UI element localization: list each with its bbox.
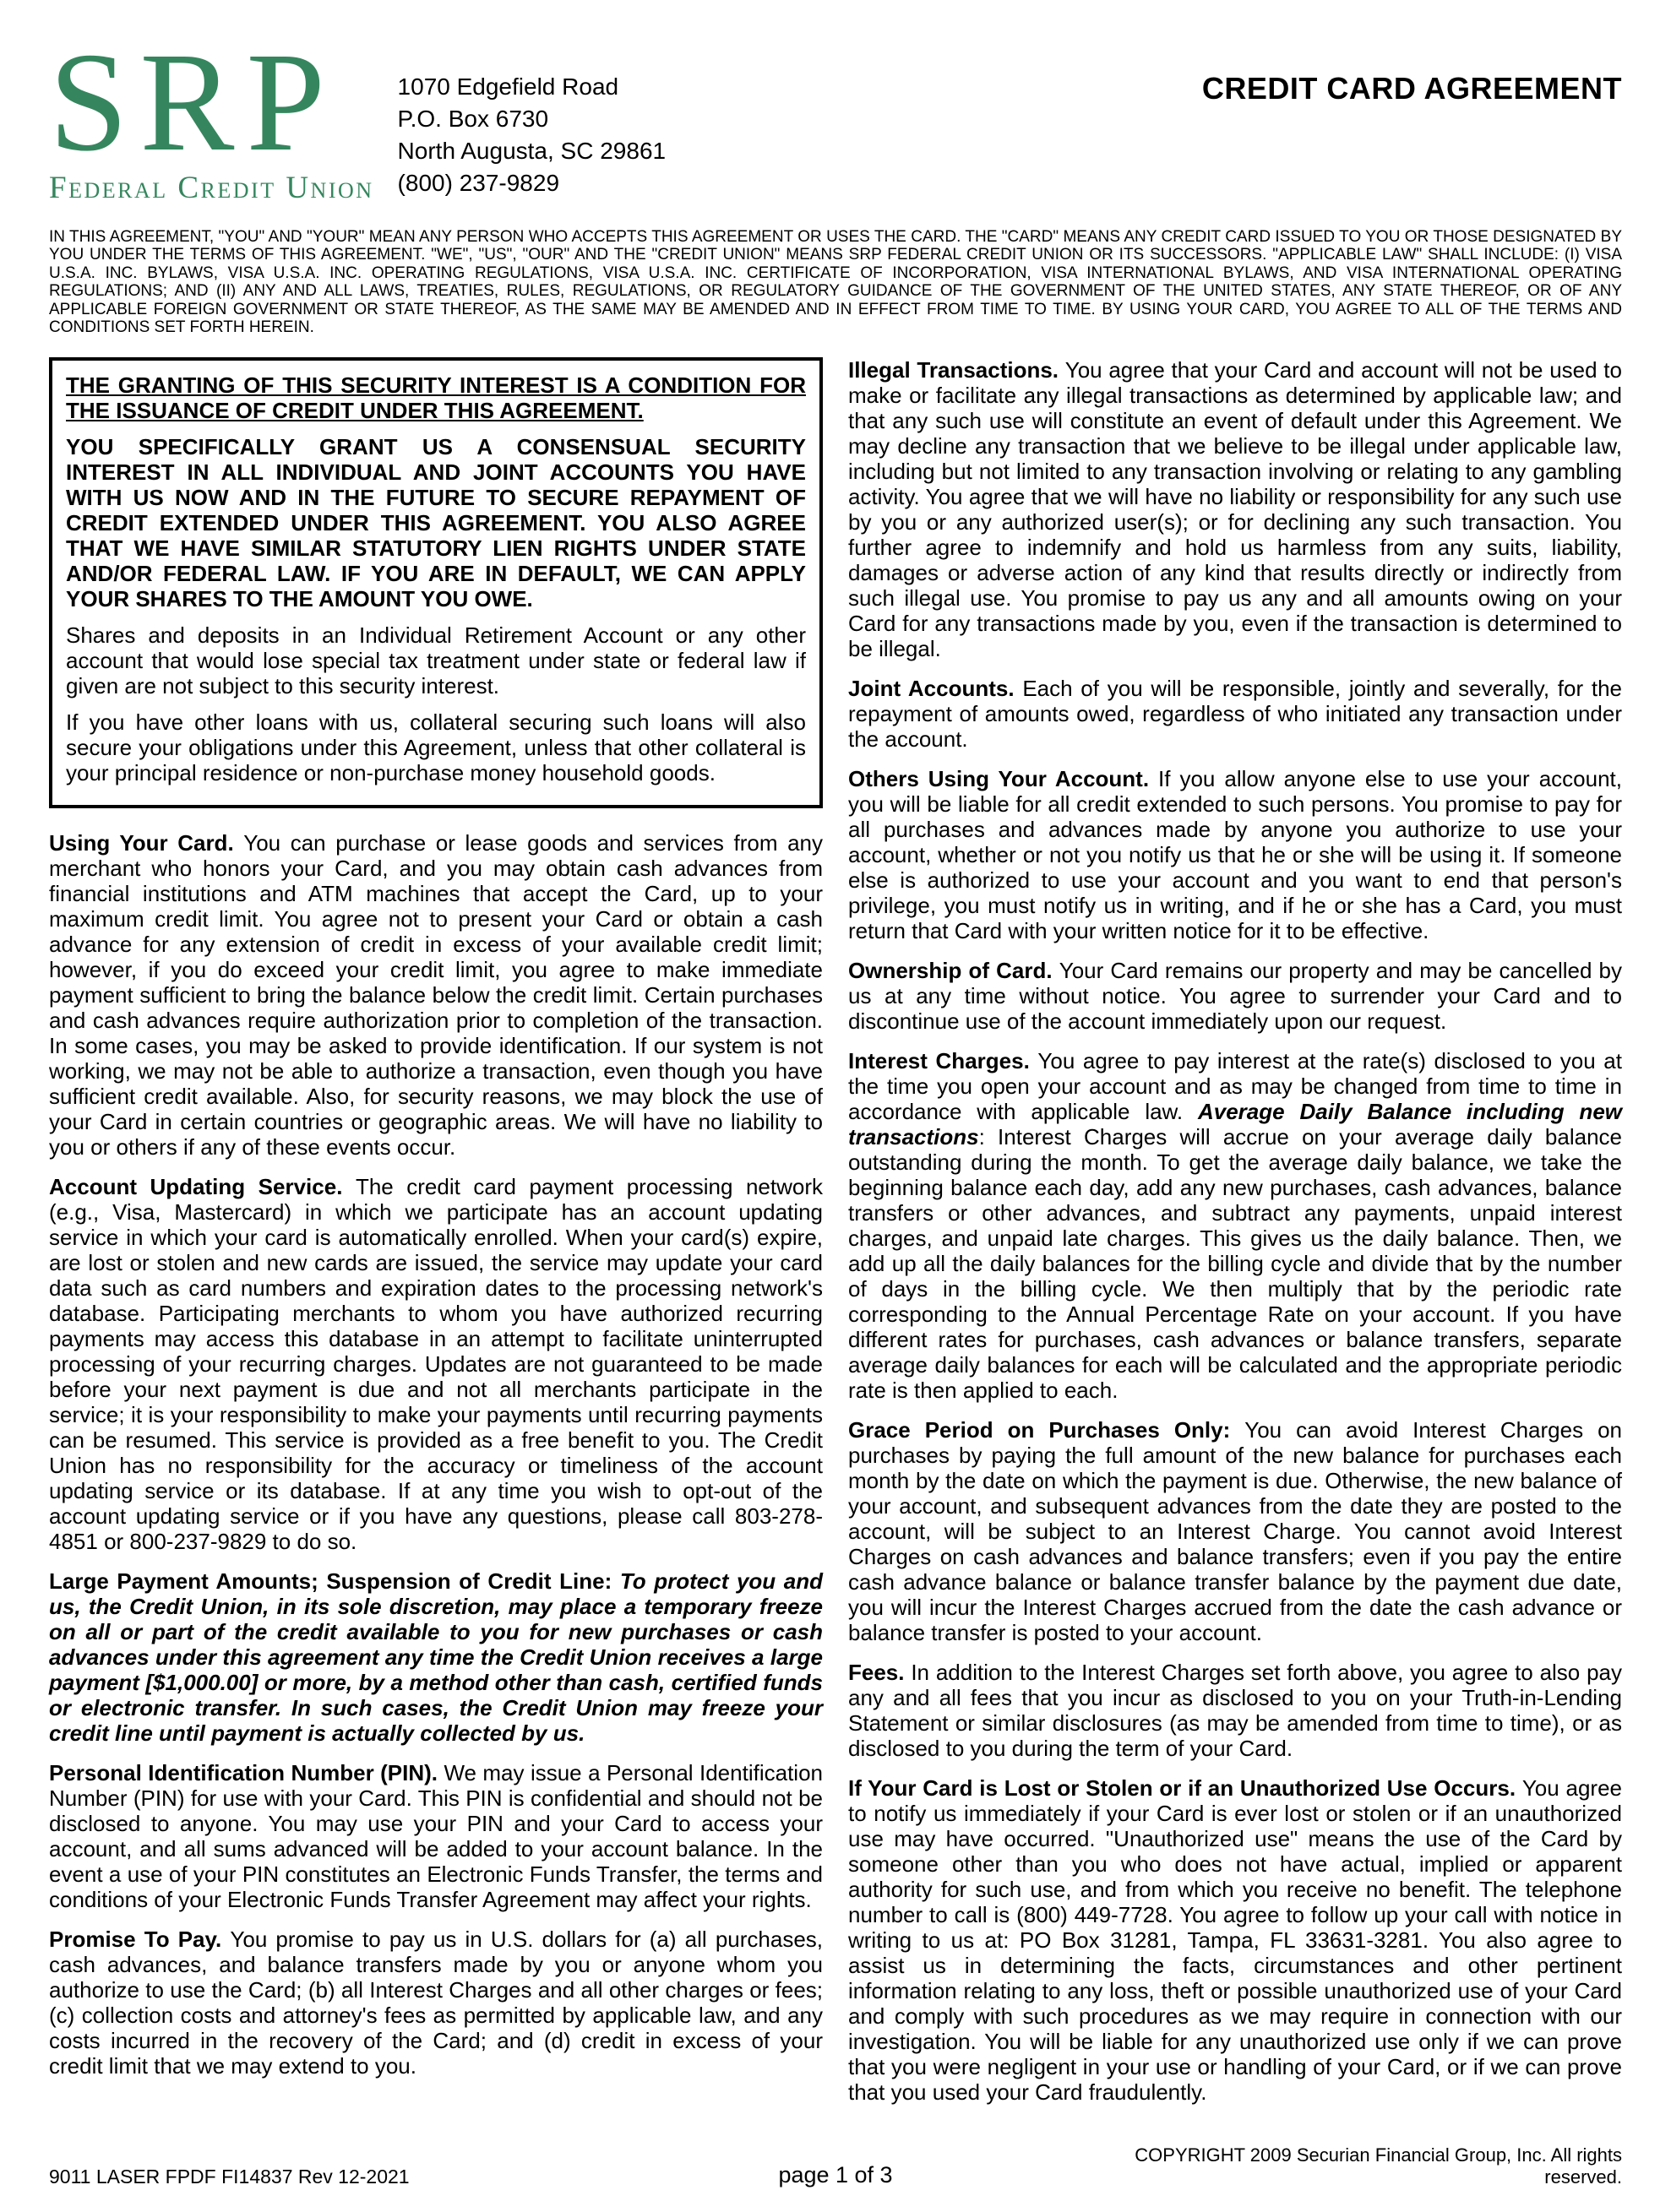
srp-logo <box>49 24 374 206</box>
section-ownership-of-card: Ownership of Card. Your Card remains our property and may be cancelled by us at any time without notice. You agree to surrender your Card and to discontinue use of the account immediately upon our request. <box>848 957 1623 1034</box>
address-line: P.O. Box 6730 <box>397 106 549 132</box>
right-sections <box>848 357 1622 2105</box>
section-account-updating-service: Account Updating Service. The credit card payment processing network (e.g., Visa, Mastercard) in which we participate has an account updating service in which your card is automatically enrolled. When your card(s) expire, are lost or stolen and new cards are issued, the service may update your card data such as card numbers and expiration dates to the processing network's database. Participating merchants to whom you have authorized recurring payments may access this database in an attempt to facilitate uninterrupted processing of your recurring charges. Updates are not guaranteed to be made before your next payment is due and not all merchants participate in the service; it is your responsibility to make your payments until recurring payments can be resumed. This service is provided as a free benefit to you. The Credit Union has no responsibility for the accuracy or timeliness of the account updating service or its database. If at any time you wish to opt-out of the account updating service or if you have any questions, please call 803-278-4851 or 800-237-9829 to do so. <box>49 1173 823 1554</box>
security-box-heading: THE GRANTING OF THIS SECURITY INTEREST IS A CONDITION FOR THE ISSUANCE OF CREDIT UNDER THIS AGREEMENT. <box>66 372 806 423</box>
page-title: CREDIT CARD AGREEMENT <box>1201 71 1622 106</box>
section-lost-or-stolen: If Your Card is Lost or Stolen or if an Unauthorized Use Occurs. You agree to notify us immediately if your Card is ever lost or stolen or if an unauthorized use may have occurred. "Unauthorized use" means the use of the Card by someone other than you who does not have actual, implied or apparent authority for such use, and from which you receive no benefit. The telephone number to call is (800) 449-7728. You agree to follow up your call with notice in writing to us at: PO Box 31281, Tampa, FL 33631-3281. You also agree to assist us in determining the facts, circumstances and other pertinent information relating to any loss, theft or possible unauthorized use of your Card and comply with such procedures as we may require in connection with our investigation. You will be liable for any unauthorized use only if we can prove that you were negligent in your use or handling of your Card, or if we can prove that you used your Card fraudulently. <box>848 1774 1622 2105</box>
security-box-paragraph: Shares and deposits in an Individual Retirement Account or any other account that would lose special tax treatment under state or federal law if given are not subject to this security interest. <box>66 622 806 698</box>
address-line: (800) 237-9829 <box>397 170 560 196</box>
section-others-using-your-account: Others Using Your Account. If you allow anyone else to use your account, you will be liable for all credit extended to such persons. You promise to pay for all purchases and advances made by anyone you authorize to use your account, whether or not you notify us that he or she will be using it. If someone else is authorized to use your account and you want to end that person's privilege, you must notify us in writing, and if he or she has a Card, you must return that Card with your written notice for it to be effective. <box>848 765 1622 943</box>
section-grace-period: Grace Period on Purchases Only: You can avoid Interest Charges on purchases by paying the full amount of the new balance for purchases each month by the date on which the payment is due. Otherwise, the new balance of your account, and subsequent advances from the date they are posted to the account, will be subject to an Interest Charge. You cannot avoid Interest Charges on cash advances and balance transfers; even if you pay the entire cash advance balance or balance transfer balance by the payment due date, you will incur the Interest Charges accrued from the date the cash advance or balance transfer is posted to your account. <box>848 1416 1622 1645</box>
page-footer <box>49 2144 1622 2188</box>
address-block <box>398 71 667 199</box>
left-sections <box>49 830 823 2079</box>
section-interest-charges: Interest Charges. You agree to pay interest at the rate(s) disclosed to you at the time you open your account and as may be changed from time to time in accordance with applicable law. Average Daily Balance including new transactions: Interest Charges will accrue on your average daily balance outstanding during the month. To get the average daily balance, we take the beginning balance each day, add any new purchases, cash advances, balance transfers or other advances, and subtract any payments, unpaid interest charges, and unpaid late charges. This gives us the daily balance. Then, we add up all the daily balances for the billing cycle and divide that by the number of days in the billing cycle. We then multiply that by the periodic rate corresponding to the Annual Percentage Rate on your account. If you have different rates for purchases, cash advances or balance transfers, separate average daily balances for each will be calculated and the appropriate periodic rate is then applied to each. <box>848 1047 1622 1403</box>
section-illegal-transactions: Illegal Transactions. You agree that your Card and account will not be used to make or facilitate any illegal transactions as determined by applicable law; and that any such use will constitute an event of default under this Agreement. We may decline any transaction that we believe to be illegal under applicable law, including but not limited to any transaction involving or relating to any gambling activity. You agree that we will have no liability or responsibility for any such use by you or any authorized user(s); or for declining any such transaction. You further agree to indemnify and hold us harmless from any suits, liability, damages or adverse action of any kind that results directly or indirectly from such illegal use. You promise to pay us any and all amounts owing on your Card for any transactions made by you, even if the transaction is determined to be illegal. <box>848 356 1622 661</box>
section-personal-identification-number: Personal Identification Number (PIN). We may issue a Personal Identification Number (PIN) for use with your Card. This PIN is confidential and should not be disclosed to anyone. You may use your PIN and your Card to access your account, and all sums advanced will be added to your account balance. In the event a use of your PIN constitutes an Electronic Funds Transfer, the terms and conditions of your Electronic Funds Transfer Agreement may affect your rights. <box>49 1759 823 1912</box>
footer-copyright: COPYRIGHT 2009 Securian Financial Group, Inc. All rights reserved. <box>1135 2144 1623 2188</box>
section-fees: Fees. In addition to the Interest Charges set forth above, you agree to also pay any and all fees that you incur as disclosed to you on your Truth-in-Lending Statement or similar disclosures (as may be amended from time to time), or as disclosed to you during the term of your Card. <box>848 1659 1622 1761</box>
footer-form-number: 9011 LASER FPDF FI14837 Rev 12-2021 <box>49 2165 410 2188</box>
security-box-paragraph: If you have other loans with us, collateral securing such loans will also secure your obligations under this Agreement, unless that other collateral is your principal residence or non-purchase money household goods. <box>66 709 806 785</box>
srp-logo-text: SRP <box>49 24 337 181</box>
intro-paragraph: IN THIS AGREEMENT, "YOU" AND "YOUR" MEAN ANY PERSON WHO ACCEPTS THIS AGREEMENT OR USES THE CARD. THE "CARD" MEANS ANY CREDIT CARD ISSUED TO YOU OR THOSE DESIGNATED BY YOU UNDER THE TERMS OF THIS AGREEMENT. "WE", "US", "OUR" AND THE "CREDIT UNION" MEANS SRP FEDERAL CREDIT UNION OR ITS SUCCESSORS. "APPLICABLE LAW" SHALL INCLUDE: (I) VISA U.S.A. INC. BYLAWS, VISA U.S.A. INC. OPERATING REGULATIONS, VISA U.S.A. INC. CERTIFICATE OF INCORPORATION, VISA INTERNATIONAL BYLAWS, AND VISA INTERNATIONAL OPERATING REGULATIONS; AND (II) ANY AND ALL LAWS, TREATIES, RULES, REGULATIONS, OR REGULATORY GUIDANCE OF THE GOVERNMENT OF THE UNITED STATES, ANY STATE THEREOF, OR OF ANY APPLICABLE FOREIGN GOVERNMENT OR STATE THEREOF, AS THE SAME MAY BE AMENDED AND IN EFFECT FROM TIME TO TIME. BY USING YOUR CARD, YOU AGREE TO ALL OF THE TERMS AND CONDITIONS SET FORTH HEREIN. <box>49 227 1622 337</box>
security-box-bold-paragraph: YOU SPECIFICALLY GRANT US A CONSENSUAL SECURITY INTEREST IN ALL INDIVIDUAL AND JOINT ACCOUNTS YOU HAVE WITH US NOW AND IN THE FUTURE TO SECURE REPAYMENT OF CREDIT EXTENDED UNDER THIS AGREEMENT. YOU ALSO AGREE THAT WE HAVE SIMILAR STATUTORY LIEN RIGHTS UNDER STATE AND/OR FEDERAL LAW. IF YOU ARE IN DEFAULT, WE CAN APPLY YOUR SHARES TO THE AMOUNT YOU OWE. <box>66 433 806 611</box>
srp-logo-subtitle: Federal Credit Union <box>49 170 374 205</box>
section-promise-to-pay: Promise To Pay. You promise to pay us in U.S. dollars for (a) all purchases, cash advances, and balance transfers made by you or anyone whom you authorize to use the Card; (b) all Interest Charges and all other charges or fees; (c) collection costs and attorney's fees as permitted by applicable law, and any costs incurred in the recovery of the Card; and (d) credit in excess of your credit limit that we may extend to you. <box>49 1926 824 2079</box>
security-interest-box <box>49 357 823 808</box>
address-line: 1070 Edgefield Road <box>397 73 619 100</box>
footer-page-number: page 1 of 3 <box>778 2161 893 2188</box>
section-using-your-card: Using Your Card. You can purchase or lease goods and services from any merchant who honors your Card, and you may obtain cash advances from financial institutions and ATM machines that accept the Card, up to your maximum credit limit. You agree not to present your Card or obtain a cash advance for any extension of credit in excess of your available credit limit; however, if you do exceed your credit limit, you agree to make immediate payment sufficient to bring the balance below the credit limit. Certain purchases and cash advances require authorization prior to completion of the transaction. In some cases, you may be asked to provide identification. If our system is not working, we may not be able to authorize a transaction, even though you have sufficient credit available. Also, for security reasons, we may block the use of your Card in certain countries or geographic areas. We will have no liability to you or others if any of these events occur. <box>49 829 823 1160</box>
left-column <box>49 357 823 2119</box>
two-column-body <box>49 357 1622 2119</box>
document-header <box>49 24 1622 206</box>
right-column <box>848 357 1622 2119</box>
section-large-payment-amounts: Large Payment Amounts; Suspension of Credit Line: To protect you and us, the Credit Union, in its sole discretion, may place a temporary freeze on all or part of the credit available to you for new purchases or cash advances under this agreement any time the Credit Union receives a large payment [$1,000.00] or more, by a method other than cash, certified funds or electronic transfer. In such cases, the Credit Union may freeze your credit line until payment is actually collected by us. <box>49 1568 823 1746</box>
address-line: North Augusta, SC 29861 <box>397 138 667 164</box>
section-joint-accounts: Joint Accounts. Each of you will be responsible, jointly and severally, for the repayment of amounts owed, regardless of who initiated any transaction under the account. <box>848 675 1622 752</box>
